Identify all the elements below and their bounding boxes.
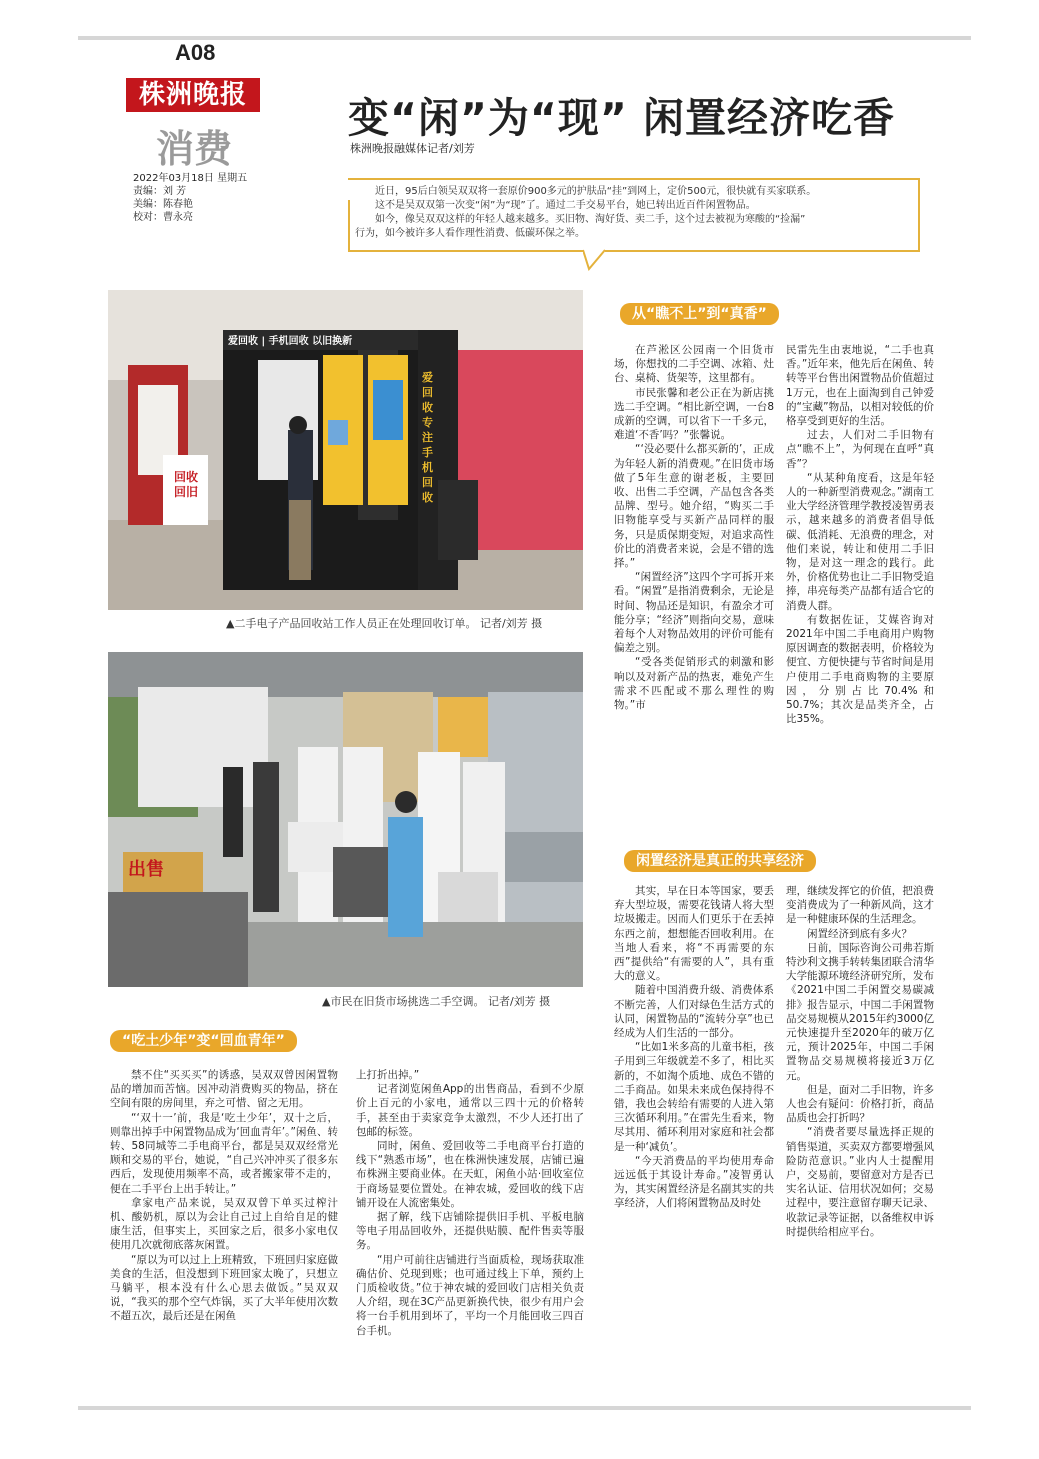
paragraph: “受各类促销形式的刺激和影响以及对新产品的热衷，难免产生需求不匹配或不那么理性的购物。”市 bbox=[614, 656, 774, 712]
edition-meta bbox=[133, 172, 247, 224]
paragraph: 但是，面对二手旧物，许多人也会有疑问：价格打折，商品品质也会打折吗？ bbox=[786, 1083, 934, 1125]
lead-bubble-bottom bbox=[348, 250, 583, 252]
paragraph: 其实，早在日本等国家，要丢弃大型垃圾，需要花钱请人将大型垃圾搬走。因而人们更乐于在丢掉东西之前，想想能否回收利用。在当地人看来，将“不再需要的东西”提供给“有需要的人”，具有重大的意义。 bbox=[614, 885, 774, 983]
paragraph: 闲置经济到底有多火？ bbox=[807, 927, 912, 940]
paragraph: “‘没必要什么都买新的’，正成为年轻人新的消费观。”在旧货市场做了5年生意的谢老板，主要回收、出售二手空调，产品包含各类品牌、型号。她介绍，“购买二手旧物能享受与买新产品同样的服务，只是质保期变短，对追求高性价比的消费者来说，会是不错的选择。” bbox=[614, 443, 774, 570]
lead-line: 近日，95后白领吴双双将一套原价900多元的护肤品“挂”到网上，定价500元，很快就有买家联系。 bbox=[375, 186, 817, 197]
paragraph: 据了解，线下店铺除提供旧手机、平板电脑等电子用品回收外，还提供贴膜、配件售卖等服务。 bbox=[356, 1211, 584, 1252]
article-column bbox=[614, 884, 774, 1384]
paragraph: “消费者要尽量选择正规的销售渠道，买卖双方都要增强风险防范意识。”业内人士提醒用户，交易前，要留意对方是否已实名认证、信用状况如何；交易过程中，要注意留存聊天记录、收款记录等证据，以备维权申诉时提供给相应平台。 bbox=[786, 1126, 934, 1238]
lead-line: 这不是吴双双第一次变“闲”为“现”了。通过二手交易平台，她已转出近百件闲置物品。 bbox=[375, 200, 756, 211]
paragraph: “用户可前往店铺进行当面质检，现场获取准确估价、兑现到账；也可通过线上下单，预约上门质检收货。”位于神农城的爱回收门店相关负责人介绍，现在3C产品更新换代快，很少有用户会将一台手机用到坏了，平均一个月能回收三四百台手机。 bbox=[356, 1253, 584, 1337]
article-column bbox=[356, 1068, 584, 1388]
art-editor-credit: 美编：陈春艳 bbox=[133, 199, 193, 210]
paragraph: 过去，人们对二手旧物有点“瞧不上”，为何现在直呼“真香”？ bbox=[786, 429, 934, 470]
edition-date: 2022年03月18日 星期五 bbox=[133, 173, 248, 184]
lead-bubble-left bbox=[348, 200, 350, 250]
paragraph: “原以为可以过上上班精致，下班回归家庭做美食的生活，但没想到下班回家太晚了，只想立马躺平，根本没有什么心思去做饭。”吴双双说，“我买的那个空气炸锅，买了大半年使用次数不超五次，最后还是在闲鱼 bbox=[110, 1253, 338, 1323]
paragraph: 市民张馨和老公正在为新店挑选二手空调。“相比新空调，一台8成新的空调，可以省下一千多元，难道‘不香’吗？”张馨说。 bbox=[614, 386, 774, 442]
paragraph: “今天消费品的平均使用寿命远远低于其设计寿命。”凌智勇认为，其实闲置经济是名副其实的共享经济，人们将闲置物品及时处 bbox=[614, 1154, 774, 1210]
sale-sign: 出售 bbox=[128, 859, 164, 880]
paragraph: 禁不住“买买买”的诱惑，吴双双曾因闲置物品的增加而苦恼。因冲动消费购买的物品，挤在空间有限的房间里，弃之可惜、留之无用。 bbox=[110, 1069, 338, 1110]
bottom-rule bbox=[78, 1406, 971, 1410]
paragraph: 在芦淞区公园南一个旧货市场，你想找的二手空调、冰箱、灶台、桌椅、货架等，这里都有。 bbox=[614, 344, 774, 385]
paragraph: 同时，闲鱼、爱回收等二手电商平台打造的线下“熟悉市场”，也在株洲快速发展，店铺已遍布株洲主要商业体。在天虹，闲鱼小站·回收室位于商场显要位置处。在神农城，爱回收的线下店铺开设在人流密集处。 bbox=[356, 1140, 584, 1209]
lead-bubble-tail bbox=[583, 249, 605, 271]
aircon-photo bbox=[108, 652, 583, 987]
byline: 株洲晚报融媒体记者/刘芳 bbox=[350, 142, 475, 155]
kiosk-brand-sign: 爱回收 | 手机回收 以旧换新 bbox=[228, 336, 353, 347]
paragraph: 记者浏览闲鱼App的出售商品，看到不少原价上百元的小家电，通常以三四十元的价格转手，甚至由于卖家竞争太激烈，不少人还打出了包邮的标签。 bbox=[356, 1083, 584, 1138]
kiosk-photo bbox=[108, 290, 583, 610]
aircon-photo-illustration bbox=[108, 652, 583, 987]
kiosk-side-sign: 爱回收 专注手机回收 bbox=[422, 371, 433, 504]
paragraph: 民雷先生由衷地说，“二手也真香。”近年来，他先后在闲鱼、转转等平台售出闲置物品价值超过1万元，也在上面淘到自己钟爱的“宝藏”物品，以相对较低的价格享受到更好的生活。 bbox=[786, 344, 934, 428]
article-column bbox=[614, 343, 774, 833]
lead-bubble-bottom bbox=[605, 250, 920, 252]
aircon-photo-caption: ▲市民在旧货市场挑选二手空调。 记者/刘芳 摄 bbox=[322, 995, 551, 1008]
shop-sign: 回收 回旧 bbox=[173, 470, 198, 499]
lead-paragraphs bbox=[355, 185, 915, 241]
proofreader-credit: 校对：曹永亮 bbox=[133, 212, 193, 223]
lead-line: 行为，如今被许多人看作理性消费、低碳环保之举。 bbox=[355, 228, 585, 239]
paragraph: 上打折出掉。” bbox=[356, 1069, 420, 1081]
section-tag: “吃土少年”变“回血青年” bbox=[110, 1030, 297, 1052]
page-number: A08 bbox=[175, 40, 216, 65]
paragraph: 拿家电产品来说，吴双双曾下单买过榨汁机、酸奶机，原以为会让自己过上自给自足的健康生活，但事实上，买回家之后，很多小家电仅使用几次就彻底落灰闲置。 bbox=[110, 1196, 338, 1252]
editor-credit: 责编：刘 芳 bbox=[133, 186, 187, 197]
paragraph: 有数据佐证，艾媒咨询对2021年中国二手电商用户购物原因调查的数据表明，价格较为便宜、方便快捷与节省时间是用户使用二手电商购物的主要原因，分别占比70.4%和50.7%；其次是品类齐全，占比35%。 bbox=[786, 613, 934, 726]
paragraph: 随着中国消费升级、消费体系不断完善，人们对绿色生活方式的认同，闲置物品的“流转分享”也已经成为人们生活的一部分。 bbox=[614, 984, 774, 1040]
section-tag: 闲置经济是真正的共享经济 bbox=[624, 850, 816, 872]
paragraph: “闲置经济”这四个字可拆开来看。“闲置”是指消费剩余，无论是时间、物品还是知识，有盈余才可能分享；“经济”则指向交易，意味着每个人对物品效用的评价可能有偏差之别。 bbox=[614, 571, 774, 655]
lead-line: 如今，像吴双双这样的年轻人越来越多。买旧物、淘好货、卖二手，这个过去被视为寒酸的“捡漏” bbox=[375, 214, 806, 225]
paragraph: “‘双十一’前，我是‘吃土少年’，双十之后，则靠出掉手中闲置物品成为‘回血青年’。”闲鱼、转转、58同城等二手电商平台，都是吴双双经常光顾和交易的平台，她说，“自己兴冲冲买了很多东西后，发现使用频率不高，或者搬家带不走的，便在二手平台上出手转让。” bbox=[110, 1111, 338, 1195]
headline: 变“闲”为“现” 闲置经济吃香 bbox=[348, 94, 896, 142]
article-column bbox=[110, 1068, 338, 1388]
kiosk-photo-caption: ▲二手电子产品回收站工作人员正在处理回收订单。 记者/刘芳 摄 bbox=[226, 617, 543, 630]
article-column bbox=[786, 884, 934, 1384]
article-column bbox=[786, 343, 934, 833]
paragraph: 日前，国际咨询公司弗若斯特沙利文携手转转集团联合清华大学能源环境经济研究所，发布《2021中国二手闲置交易碳减排》报告显示，中国二手闲置物品交易规模从2015年约3000亿元快速提升至2020年的破万亿元，预计2025年，中国二手闲置物品交易规模将接近3万亿元。 bbox=[786, 941, 934, 1082]
section-title: 消费 bbox=[156, 126, 233, 171]
masthead-logo: 株洲晚报 bbox=[126, 78, 260, 112]
paragraph: 理，继续发挥它的价值，把浪费变消费成为了一种新风尚，这才是一种健康环保的生活理念。 bbox=[786, 885, 934, 926]
paragraph: “比如1米多高的儿童书柜，孩子用到三年级就差不多了，相比买新的，不如淘个质地、成色不错的二手商品。如果未来成色保持得不错，我也会转给有需要的人进入第三次循环利用。”在雷先生看来，物尽其用、循环利用对家庭和社会都是一种‘减负’。 bbox=[614, 1041, 774, 1153]
paragraph: “从某种角度看，这是年轻人的一种新型消费观念。”湖南工业大学经济管理学教授凌智勇表示，越来越多的消费者倡导低碳、低消耗、无浪费的理念，对他们来说，转让和使用二手旧物，是对这一理念的践行。此外，价格优势也让二手旧物受追捧，串亮每类产品都有适合它的消费人群。 bbox=[786, 471, 934, 612]
section-tag: 从“瞧不上”到“真香” bbox=[620, 303, 779, 325]
